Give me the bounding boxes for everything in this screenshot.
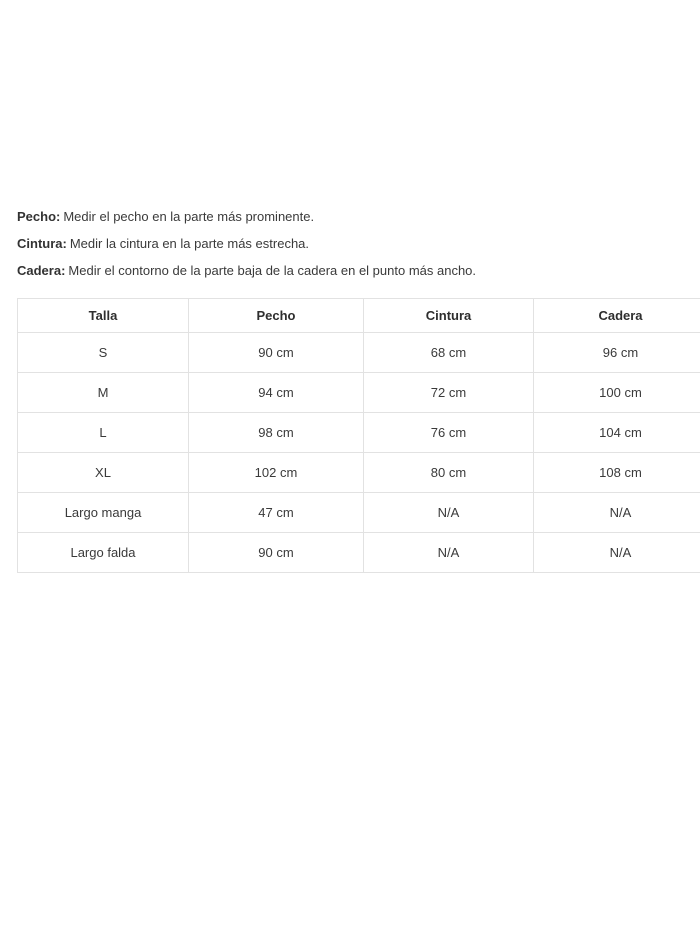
measure-text-cadera: Medir el contorno de la parte baja de la cadera en el punto más ancho.	[68, 263, 477, 278]
header-cell-pecho: Pecho	[189, 299, 364, 333]
table-row	[18, 493, 700, 533]
cell-talla: L	[18, 413, 189, 453]
measure-label-cadera: Cadera:	[17, 263, 66, 278]
cell-cadera: 108 cm	[534, 453, 700, 493]
cell-talla: M	[18, 373, 189, 413]
cell-talla: Largo manga	[18, 493, 189, 533]
cell-talla: XL	[18, 453, 189, 493]
header-cell-cadera: Cadera	[534, 299, 700, 333]
measure-guide	[17, 209, 683, 290]
cell-cintura: N/A	[364, 493, 534, 533]
cell-pecho: 102 cm	[189, 453, 364, 493]
cell-cadera: 96 cm	[534, 333, 700, 373]
cell-cadera: 104 cm	[534, 413, 700, 453]
measure-label-cintura: Cintura:	[17, 236, 67, 251]
size-table-header-row	[18, 299, 700, 333]
cell-cintura: 76 cm	[364, 413, 534, 453]
table-row	[18, 533, 700, 573]
cell-pecho: 94 cm	[189, 373, 364, 413]
cell-cintura: 68 cm	[364, 333, 534, 373]
table-row	[18, 413, 700, 453]
cell-cintura: N/A	[364, 533, 534, 573]
measure-line-cintura	[17, 236, 683, 252]
cell-talla: Largo falda	[18, 533, 189, 573]
cell-pecho: 90 cm	[189, 333, 364, 373]
measure-text-pecho: Medir el pecho en la parte más prominente.	[63, 209, 315, 224]
measure-text-cintura: Medir la cintura en la parte más estrecha.	[69, 236, 310, 251]
table-row	[18, 453, 700, 493]
header-cell-talla: Talla	[18, 299, 189, 333]
header-cell-cintura: Cintura	[364, 299, 534, 333]
cell-pecho: 90 cm	[189, 533, 364, 573]
cell-cadera: N/A	[534, 493, 700, 533]
table-row	[18, 333, 700, 373]
cell-cadera: 100 cm	[534, 373, 700, 413]
measure-label-pecho: Pecho:	[17, 209, 61, 224]
cell-talla: S	[18, 333, 189, 373]
table-row	[18, 373, 700, 413]
measure-line-pecho	[17, 209, 683, 225]
cell-cintura: 72 cm	[364, 373, 534, 413]
measure-line-cadera	[17, 263, 683, 279]
cell-pecho: 98 cm	[189, 413, 364, 453]
size-table	[17, 298, 700, 573]
cell-pecho: 47 cm	[189, 493, 364, 533]
cell-cintura: 80 cm	[364, 453, 534, 493]
cell-cadera: N/A	[534, 533, 700, 573]
